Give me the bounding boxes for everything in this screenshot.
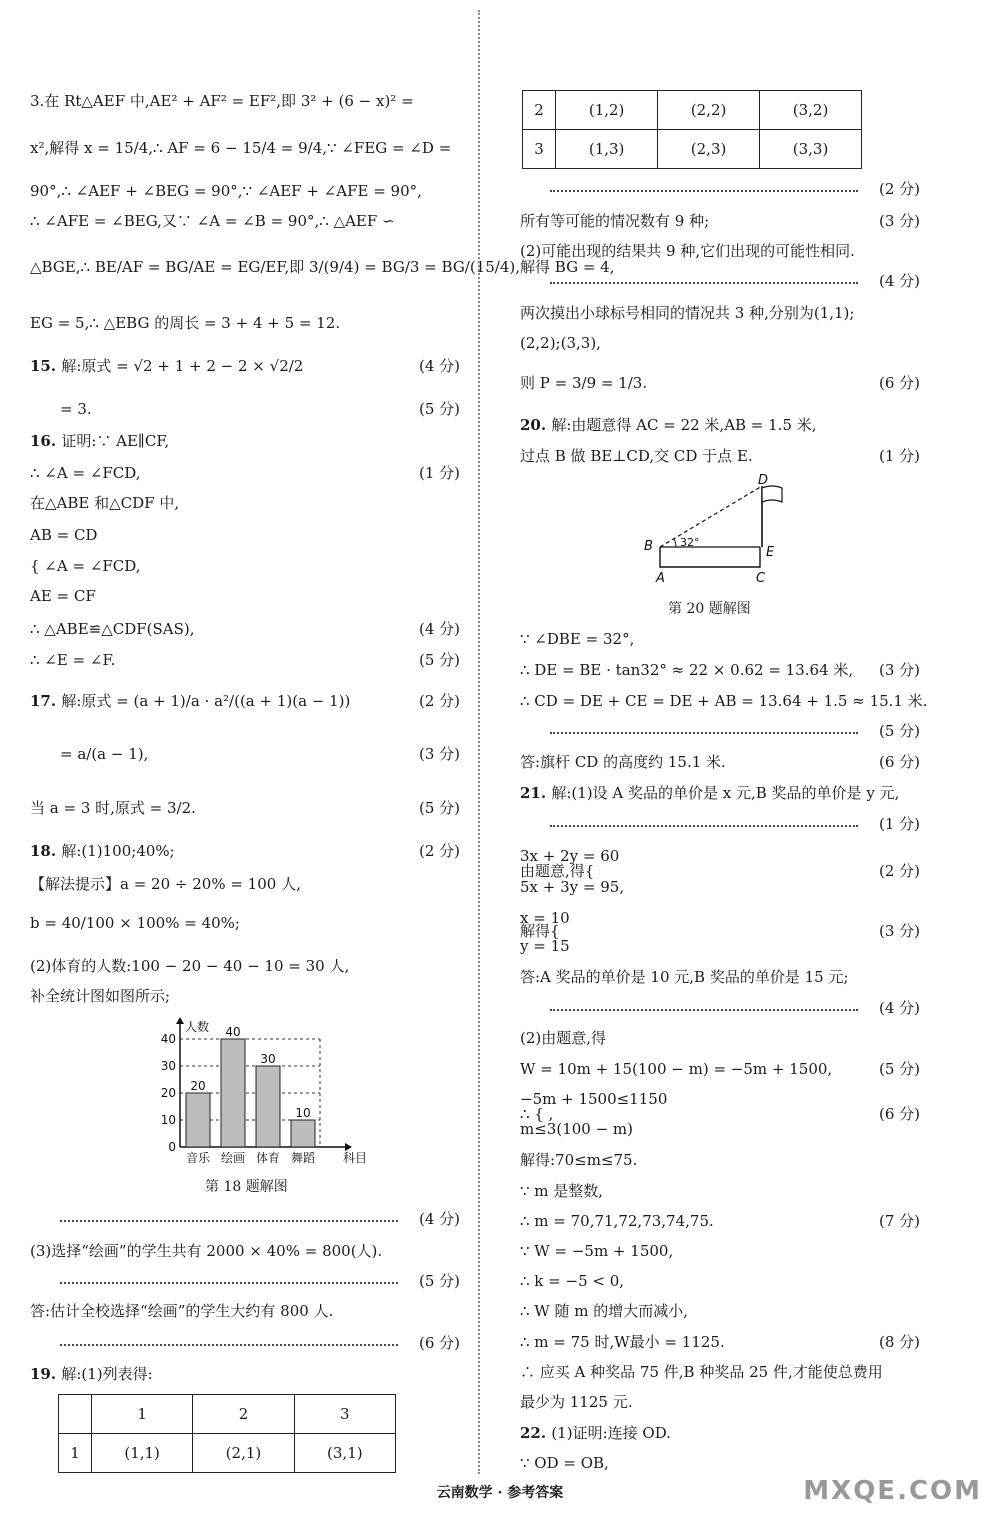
dot-leader [60,1332,398,1346]
angle-arc [674,539,676,547]
right-line [520,302,920,324]
right-line [520,1027,920,1049]
table-cell: 3 [523,130,556,169]
left-line [30,137,460,159]
line-text: EG = 5,∴ △EBG 的周长 = 3 + 4 + 5 = 12. [30,314,341,332]
left-line [30,840,460,862]
line-text: 过点 B 做 BE⊥CD,交 CD 于点 E. [520,447,753,465]
line-text: 答:A 奖品的单价是 10 元,B 奖品的单价是 15 元; [520,968,849,986]
score-mark: (2 分) [418,692,460,710]
bar [291,1120,315,1147]
right-line [520,935,920,957]
data-label: 20 [190,1079,206,1093]
line-text: 答:估计全校选择“绘画”的学生大约有 800 人. [30,1302,334,1320]
table-cell: 1 [59,1434,92,1473]
question-number: 17. [30,692,62,710]
left-line [30,985,460,1007]
line-text: ∴ { , [520,1105,554,1123]
table-cell: (2,1) [193,1434,294,1473]
line-text: x²,解得 x = 15/4,∴ AF = 6 − 15/4 = 9/4,∵ ∠FEG = ∠D = [30,139,452,157]
x-axis-label: 科目 [342,1151,368,1165]
q19-table-continued [522,90,862,169]
question-number: 18. [30,842,62,860]
score-mark: (1 分) [418,464,460,482]
dot-leader [550,270,858,284]
flag-shape [762,486,782,502]
score-mark: (4 分) [878,999,920,1017]
table-cell: 2 [523,91,556,130]
score-mark: (6 分) [878,753,920,771]
line-text: 解:原式 = (a + 1)/a · a²/((a + 1)(a − 1)) [61,692,351,710]
dot-leader [60,1270,398,1284]
score-mark: (2 分) [418,842,460,860]
q18-bar-chart [150,1012,370,1170]
line-text: 【解法提示】a = 20 ÷ 20% = 100 人, [30,875,301,893]
question-number: 21. [520,784,552,802]
line-text: ∵ ∠DBE = 32°, [520,630,635,648]
x-axis-arrow [345,1143,352,1151]
x-tick-label: 体育 [255,1151,281,1165]
score-mark: (1 分) [878,447,920,465]
left-line [30,180,460,202]
line-text: ∴ m = 70,71,72,73,74,75. [520,1212,714,1230]
table-cell: (1,1) [91,1434,192,1473]
point-label-B: B [644,539,653,554]
score-mark: (4 分) [418,620,460,638]
right-line [520,782,920,804]
line-text: 则 P = 3/9 = 1/3. [520,374,648,392]
line-text: 解:(1)设 A 奖品的单价是 x 元,B 奖品的单价是 y 元, [551,784,900,802]
dot-leader [550,813,858,827]
left-line [30,690,460,712]
question-number: 19. [30,1365,62,1383]
data-label: 40 [225,1025,241,1039]
score-mark: (5 分) [418,799,460,817]
table-cell: (3,3) [760,130,862,169]
right-line [520,1391,920,1413]
line-text: b = 40/100 × 100% = 40%; [30,914,240,932]
point-label-E: E [766,545,775,560]
line-text: 3x + 2y = 60 [520,847,620,865]
line-text: ∴ W 随 m 的增大而减小, [520,1302,689,1320]
right-line [520,1300,920,1322]
x-tick-label: 舞蹈 [290,1151,316,1165]
line-text: 解得{ [520,922,560,940]
score-mark: (6 分) [878,1105,920,1123]
line-text: W = 10m + 15(100 − m) = −5m + 1500, [520,1060,833,1078]
line-text: ∴ DE = BE · tan32° ≈ 22 × 0.62 = 13.64 米, [520,661,854,679]
line-text: 证明:∵ AE∥CF, [61,432,170,450]
line-text: ∴ k = −5 < 0, [520,1272,625,1290]
line-text: ∴ 应买 A 种奖品 75 件,B 种奖品 25 件,才能使总费用 [520,1363,883,1381]
q20-figure [640,472,800,587]
score-mark: (6 分) [418,1334,460,1352]
page-footer: 云南数学 · 参考答案 [436,1485,564,1501]
right-line [520,1452,920,1474]
left-line [30,462,460,484]
x-tick-label: 绘画 [220,1151,246,1165]
line-text: ∴ △ABE≌△CDF(SAS), [30,620,195,638]
table-cell: 3 [294,1395,395,1434]
score-mark: (5 分) [418,400,460,418]
column-divider [478,10,480,1474]
score-mark: (5 分) [878,1060,920,1078]
right-line [520,1180,920,1202]
right-line [520,1118,920,1140]
line-text: ∴ ∠AFE = ∠BEG,又∵ ∠A = ∠B = 90°,∴ △AEF ∽ [30,212,395,230]
score-mark: (7 分) [878,1212,920,1230]
left-line [30,210,460,232]
table-cell: (1,2) [556,91,658,130]
table-row [59,1434,396,1473]
line-text: △BGE,∴ BE/AF = BG/AE = EG/EF,即 3/(9/4) = BG/3 = BG/(15/4),解得 BG = 4, [30,258,615,276]
left-line [30,355,460,377]
right-line [520,1240,920,1262]
left-line [30,912,460,934]
line-text: 3.在 Rt△AEF 中,AE² + AF² = EF²,即 3² + (6 − x)² = [30,92,414,110]
left-line [30,743,460,765]
point-label-A: A [656,571,665,586]
right-line [520,966,920,988]
bar [256,1066,280,1147]
question-number: 20. [520,416,552,434]
table-row [523,91,862,130]
left-line [30,1240,460,1262]
line-text: m≤3(100 − m) [520,1120,633,1138]
table-cell: 1 [91,1395,192,1434]
ground-rect [660,547,760,567]
q20-figure-caption: 第 20 题解图 [668,601,751,617]
bar [221,1039,245,1147]
left-line [30,492,460,514]
line-text: 解得:70≤m≤75. [520,1151,638,1169]
score-mark: (8 分) [878,1333,920,1351]
left-line [30,1363,460,1385]
table-cell: (3,2) [760,91,862,130]
question-number: 22. [520,1424,552,1442]
left-line [30,524,460,546]
line-text: 解:(1)100;40%; [61,842,175,860]
line-text: 答:旗杆 CD 的高度约 15.1 米. [520,753,726,771]
line-text: 由题意,得{ [520,862,595,880]
table-cell: (2,2) [658,91,760,130]
left-line [30,618,460,640]
line-text: 两次摸出小球标号相同的情况共 3 种,分别为(1,1); [520,304,855,322]
line-text: 解:由题意得 AC = 22 米,AB = 1.5 米, [551,416,817,434]
q19-table [58,1394,396,1473]
left-line [30,555,460,577]
score-mark: (5 分) [418,1272,460,1290]
right-line [520,876,920,898]
table-cell [59,1395,92,1434]
table-cell: 2 [193,1395,294,1434]
left-line [30,1300,460,1322]
y-axis-arrow [176,1017,184,1024]
data-label: 30 [260,1052,276,1066]
y-tick-label: 30 [160,1059,176,1073]
angle-label: 32° [680,536,700,549]
line-text: x = 10 [520,909,570,927]
y-tick-label: 40 [160,1032,176,1046]
left-line [30,955,460,977]
right-line [520,1270,920,1292]
line-text: ∴ m = 75 时,W最小 = 1125. [520,1333,725,1351]
line-text: 5x + 3y = 95, [520,878,625,896]
line-text: 所有等可能的情况数有 9 种; [520,212,710,230]
left-line [30,797,460,819]
q18-figure-caption: 第 18 题解图 [205,1179,288,1195]
left-line [30,398,460,420]
data-label: 10 [295,1106,311,1120]
line-text: ∵ m 是整数, [520,1182,604,1200]
table-cell: (1,3) [556,130,658,169]
line-text: ∴ ∠E = ∠F. [30,651,116,669]
score-mark: (3 分) [878,661,920,679]
score-mark: (4 分) [878,272,920,290]
score-mark: (5 分) [418,651,460,669]
right-line [520,210,920,232]
y-tick-label: 0 [168,1140,176,1154]
line-text: −5m + 1500≤1150 [520,1090,668,1108]
point-label-D: D [758,473,769,488]
line-text: 补全统计图如图所示; [30,987,171,1005]
line-text: = a/(a − 1), [60,745,149,763]
score-mark: (3 分) [878,212,920,230]
line-text: = 3. [60,400,92,418]
line-text: (2)体育的人数:100 − 20 − 40 − 10 = 30 人, [30,957,350,975]
right-line [520,445,920,467]
right-line [520,690,928,712]
score-mark: (6 分) [878,374,920,392]
score-mark: (2 分) [878,862,920,880]
y-tick-label: 20 [160,1086,176,1100]
line-text: 最少为 1125 元. [520,1393,633,1411]
score-mark: (3 分) [418,745,460,763]
right-line [520,414,920,436]
line-text: 解:(1)列表得: [61,1365,153,1383]
line-text: (3)选择“绘画”的学生共有 2000 × 40% = 800(人). [30,1242,383,1260]
line-text: ∴ ∠A = ∠FCD, [30,464,141,482]
dot-leader [550,997,858,1011]
right-line [520,628,920,650]
line-BD [660,486,762,547]
bar [186,1093,210,1147]
dot-leader [550,178,858,192]
table-row [523,130,862,169]
question-number: 16. [30,432,62,450]
left-line [30,430,460,452]
x-tick-label: 音乐 [185,1151,211,1165]
score-mark: (1 分) [878,815,920,833]
line-text: { ∠A = ∠FCD, [30,557,141,575]
point-label-C: C [756,571,766,586]
score-mark: (4 分) [418,357,460,375]
right-line [520,751,920,773]
left-line [30,90,460,112]
line-text: 在△ABE 和△CDF 中, [30,494,180,512]
right-line [520,1422,920,1444]
right-line [520,1210,920,1232]
line-text: 当 a = 3 时,原式 = 3/2. [30,799,196,817]
left-line [30,873,460,895]
line-text: ∵ OD = OB, [520,1454,609,1472]
dot-leader [550,720,858,734]
line-text: ∴ CD = DE + CE = DE + AB = 13.64 + 1.5 ≈ 15.1 米. [520,692,928,710]
score-mark: (3 分) [878,922,920,940]
dot-leader [60,1208,398,1222]
right-line [520,332,920,354]
line-text: y = 15 [520,937,570,955]
y-axis-label: 人数 [185,1020,210,1034]
question-number: 15. [30,357,62,375]
right-line [520,1361,920,1383]
table-cell: (3,1) [294,1434,395,1473]
right-line [520,1058,920,1080]
right-column [520,0,928,1514]
left-line [30,585,460,607]
line-text: AE = CF [30,587,96,605]
left-line [30,649,460,671]
right-line [520,240,920,262]
line-text: (2)由题意,得 [520,1029,607,1047]
line-text: (2)可能出现的结果共 9 种,它们出现的可能性相同. [520,242,855,260]
right-line [520,372,920,394]
line-text: 解:原式 = √2 + 1 + 2 − 2 × √2/2 [61,357,304,375]
line-text: (1)证明:连接 OD. [551,1424,671,1442]
line-text: 90°,∴ ∠AEF + ∠BEG = 90°,∵ ∠AEF + ∠AFE = 90°, [30,182,422,200]
right-line [520,1149,920,1171]
table-row [59,1395,396,1434]
line-text: (2,2);(3,3), [520,334,601,352]
y-tick-label: 10 [160,1113,176,1127]
score-mark: (2 分) [878,180,920,198]
line-text: ∵ W = −5m + 1500, [520,1242,674,1260]
right-line [520,659,920,681]
watermark-logo: MXQE.COM [803,1476,982,1506]
score-mark: (4 分) [418,1210,460,1228]
left-line [30,312,460,334]
table-cell: (2,3) [658,130,760,169]
right-line [520,1331,920,1353]
score-mark: (5 分) [878,722,920,740]
left-line [30,256,615,278]
line-text: AB = CD [30,526,98,544]
